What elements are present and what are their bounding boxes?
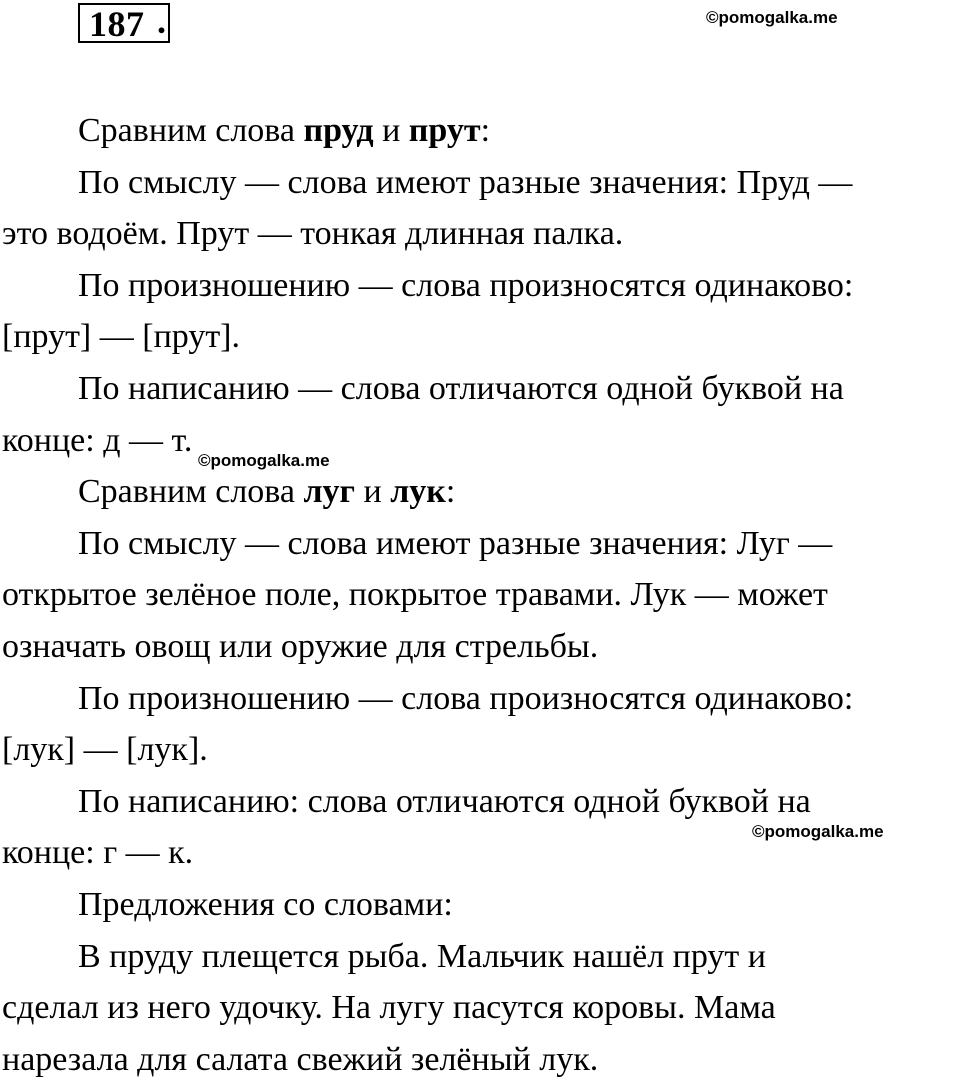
word-prut: прут	[409, 112, 481, 149]
paragraph-pronunciation-1: По произношению — слова произносятся одинаково: [прут] — [прут].	[2, 260, 957, 363]
paragraph-meaning-1: По смыслу — слова имеют разные значения: Пруд — это водоём. Прут — тонкая длинная палка.	[2, 157, 957, 260]
paragraph-spelling-2: По написанию: слова отличаются одной буквой на конце: г — к.	[2, 776, 957, 879]
word-lug: луг	[303, 473, 355, 510]
paragraph-compare-lug-luk: Сравним слова луг и лук:	[2, 466, 957, 518]
word-prud: пруд	[303, 112, 373, 149]
watermark-top: ©pomogalka.me	[706, 8, 838, 28]
exercise-number: 187	[89, 4, 145, 44]
word-luk: лук	[390, 473, 446, 510]
answer-text	[2, 105, 957, 1085]
paragraph-spelling-1: По написанию — слова отличаются одной буквой на конце: д — т.	[2, 363, 957, 466]
paragraph-meaning-2: По смыслу — слова имеют разные значения: Луг — открытое зелёное поле, покрытое травами. Лук — может означать овощ или оружие для стрельбы.	[2, 518, 957, 673]
watermark-bottom: ©pomogalka.me	[752, 822, 884, 842]
paragraph-sentences: В пруду плещется рыба. Мальчик нашёл прут и сделал из него удочку. На лугу пасутся коровы. Мама нарезала для салата свежий зелёный лук.	[2, 931, 957, 1085]
paragraph-compare-prud-prut: Сравним слова пруд и прут:	[2, 105, 957, 157]
watermark-middle: ©pomogalka.me	[198, 451, 330, 471]
exercise-number-dot: .	[157, 3, 166, 39]
paragraph-pronunciation-2: По произношению — слова произносятся одинаково: [лук] — [лук].	[2, 673, 957, 776]
paragraph-sentences-heading: Предложения со словами:	[2, 879, 957, 931]
